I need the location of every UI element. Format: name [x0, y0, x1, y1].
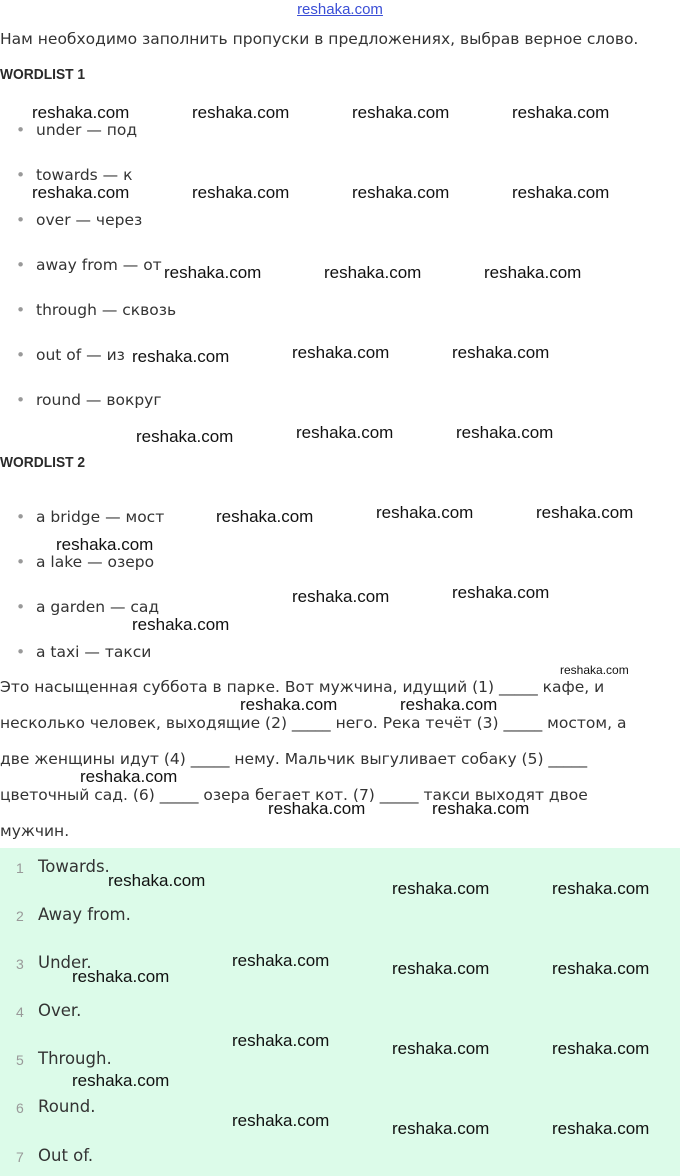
watermark-text: reshaka.com: [192, 183, 290, 202]
bullet-icon: •: [16, 256, 26, 274]
paragraph-line: цветочный сад. (6) _____ озера бегает кот. (7) _____ такси выходят двое: [0, 786, 588, 804]
bullet-icon: •: [16, 643, 26, 661]
watermark-text: reshaka.com: [232, 951, 330, 970]
paragraph-line: мужчин.: [0, 822, 70, 840]
answer-text: Round.: [38, 1097, 96, 1116]
answer-number: 1: [16, 860, 24, 876]
watermark-text: reshaka.com: [56, 535, 154, 554]
watermark-text: reshaka.com: [552, 959, 650, 978]
watermark-text: reshaka.com: [292, 343, 390, 362]
answer-text: Under.: [38, 953, 92, 972]
bullet-icon: •: [16, 346, 26, 364]
answer-text: Over.: [38, 1001, 82, 1020]
watermark-text: reshaka.com: [392, 959, 490, 978]
bullet-icon: •: [16, 391, 26, 409]
wordlist1-item: • away from — от: [16, 256, 162, 274]
intro-text: Нам необходимо заполнить пропуски в предложениях, выбрав верное слово.: [0, 30, 639, 48]
bullet-icon: •: [16, 508, 26, 526]
watermark-text: reshaka.com: [32, 103, 130, 122]
wordlist2-item: • a taxi — такси: [16, 643, 152, 661]
watermark-text: reshaka.com: [352, 183, 450, 202]
watermark-text: reshaka.com: [560, 663, 629, 677]
watermark-text: reshaka.com: [136, 427, 234, 446]
wordlist1-item: • through — сквозь: [16, 301, 177, 319]
watermark-text: reshaka.com: [392, 1039, 490, 1058]
wordlist1-item: • towards — к: [16, 166, 133, 184]
watermark-text: reshaka.com: [536, 503, 634, 522]
bullet-icon: •: [16, 301, 26, 319]
watermark-text: reshaka.com: [132, 347, 230, 366]
answer-text: Out of.: [38, 1146, 94, 1165]
answer-number: 6: [16, 1100, 24, 1116]
watermark-text: reshaka.com: [484, 263, 582, 282]
paragraph-line: две женщины идут (4) _____ нему. Мальчик выгуливает собаку (5) _____: [0, 750, 588, 768]
watermark-text: reshaka.com: [32, 183, 130, 202]
watermark-text: reshaka.com: [72, 1071, 170, 1090]
watermark-text: reshaka.com: [268, 799, 366, 818]
wordlist2-heading: WORDLIST 2: [0, 454, 86, 471]
watermark-text: reshaka.com: [392, 879, 490, 898]
watermark-text: reshaka.com: [108, 871, 206, 890]
wordlist1-item: • out of — из: [16, 346, 125, 364]
wordlist2-item: • a lake — озеро: [16, 553, 155, 571]
watermark-text: reshaka.com: [376, 503, 474, 522]
answer-number: 2: [16, 908, 24, 924]
watermark-text: reshaka.com: [552, 879, 650, 898]
watermark-text: reshaka.com: [452, 583, 550, 602]
watermark-text: reshaka.com: [552, 1119, 650, 1138]
watermark-text: reshaka.com: [240, 695, 338, 714]
watermark-text: reshaka.com: [400, 695, 498, 714]
bullet-icon: •: [16, 553, 26, 571]
answer-number: 4: [16, 1004, 24, 1020]
watermark-text: reshaka.com: [392, 1119, 490, 1138]
watermark-text: reshaka.com: [512, 183, 610, 202]
wordlist2-item: • a garden — сад: [16, 598, 160, 616]
answer-text: Away from.: [38, 905, 131, 924]
bullet-icon: •: [16, 166, 26, 184]
watermark-text: reshaka.com: [456, 423, 554, 442]
watermark-text: reshaka.com: [552, 1039, 650, 1058]
watermark-text: reshaka.com: [296, 423, 394, 442]
wordlist1-item: • round — вокруг: [16, 391, 162, 409]
wordlist1-item: • under — под: [16, 121, 138, 139]
site-link[interactable]: reshaka.com: [297, 1, 383, 18]
answer-number: 3: [16, 956, 24, 972]
bullet-icon: •: [16, 211, 26, 229]
watermark-text: reshaka.com: [232, 1111, 330, 1130]
wordlist1-heading: WORDLIST 1: [0, 66, 86, 83]
answer-number: 7: [16, 1149, 24, 1165]
watermark-text: reshaka.com: [324, 263, 422, 282]
bullet-icon: •: [16, 598, 26, 616]
paragraph-line: Это насыщенная суббота в парке. Вот мужчина, идущий (1) _____ кафе, и: [0, 678, 605, 696]
watermark-text: reshaka.com: [72, 967, 170, 986]
answer-number: 5: [16, 1052, 24, 1068]
watermark-text: reshaka.com: [452, 343, 550, 362]
watermark-text: reshaka.com: [192, 103, 290, 122]
watermark-text: reshaka.com: [164, 263, 262, 282]
wordlist2-item: • a bridge — мост: [16, 508, 165, 526]
paragraph-line: несколько человек, выходящие (2) _____ него. Река течёт (3) _____ мостом, а: [0, 714, 627, 732]
watermark-text: reshaka.com: [352, 103, 450, 122]
watermark-text: reshaka.com: [216, 507, 314, 526]
answer-text: Through.: [38, 1049, 112, 1068]
watermark-text: reshaka.com: [292, 587, 390, 606]
wordlist1-item: • over — через: [16, 211, 143, 229]
watermark-text: reshaka.com: [432, 799, 530, 818]
answer-text: Towards.: [38, 857, 110, 876]
watermark-text: reshaka.com: [512, 103, 610, 122]
watermark-text: reshaka.com: [132, 615, 230, 634]
bullet-icon: •: [16, 121, 26, 139]
watermark-text: reshaka.com: [80, 767, 178, 786]
watermark-text: reshaka.com: [232, 1031, 330, 1050]
